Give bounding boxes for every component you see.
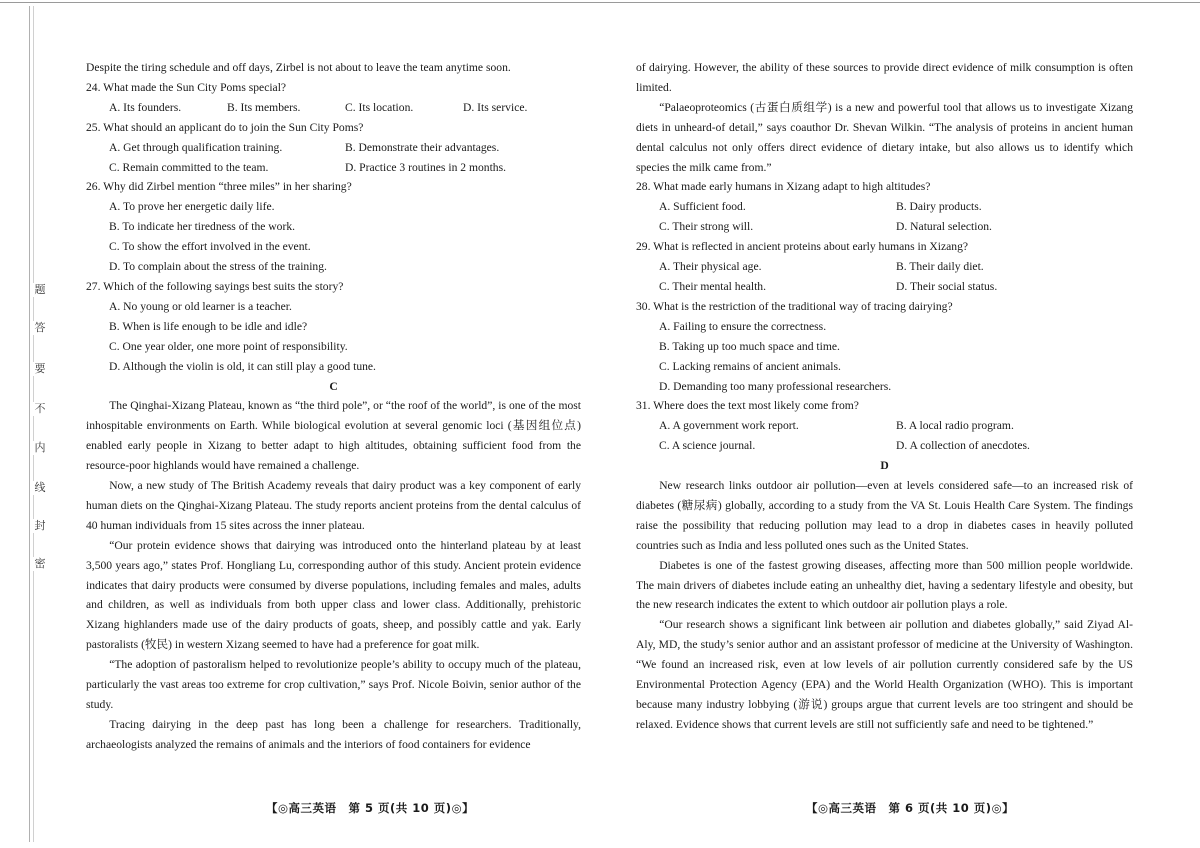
paragraph: “The adoption of pastoralism helped to revolutionize people’s ability to occupy much of the plateau, particularly the vast areas too extreme for crop cultivation,” says Prof. Nicole Boivin, senior author of the study. [86, 658, 581, 711]
answer-option: D. Although the violin is old, it can still play a good tune. [109, 359, 376, 373]
answer-option: C. To show the effort involved in the event. [109, 240, 311, 254]
section-heading: D [880, 459, 889, 473]
question-stem: 27. Which of the following sayings best suits the story? [86, 279, 344, 293]
answer-option: B. When is life enough to be idle and idle? [109, 319, 308, 333]
answer-option: C. One year older, one more point of responsibility. [109, 339, 348, 353]
answer-options [86, 138, 581, 178]
section-heading: C [329, 379, 338, 393]
answer-option: D. Demanding too many professional researchers. [659, 379, 892, 393]
answer-options [636, 416, 1133, 456]
paragraph: Tracing dairying in the deep past has long been a challenge for researchers. Traditionally, archaeologists analyzed the remains of animals and the interiors of food containers for evidence [86, 717, 581, 751]
answer-option: A. A government work report. [659, 419, 799, 433]
question-stem: 25. What should an applicant do to join the Sun City Poms? [86, 120, 364, 134]
answer-option: B. Their daily diet. [896, 260, 984, 274]
answer-option: A. To prove her energetic daily life. [109, 200, 275, 214]
answer-option: C. A science journal. [659, 439, 756, 453]
answer-options [86, 98, 581, 118]
answer-option: D. A collection of anecdotes. [896, 439, 1030, 453]
paragraph: Diabetes is one of the fastest growing diseases, affecting more than 500 million people worldwide. The main drivers of diabetes include eating an unhealthy diet, having a sedentary lifestyle and obesity, but the new research indicates the extent to which outdoor air pollution plays a role. [636, 558, 1133, 612]
seal-char: 内 [34, 441, 46, 454]
binding-margin [0, 0, 48, 848]
paragraph: Despite the tiring schedule and off days, Zirbel is not about to leave the team anytime soon. [86, 61, 511, 74]
seal-char: 题 [34, 283, 46, 296]
answer-option: B. A local radio program. [896, 419, 1014, 433]
paragraph: “Our research shows a significant link between air pollution and diabetes globally,” said Ziyad Al-Aly, MD, the study’s senior author and an assistant professor of medicine at the University of Washington. “We found an increased risk, even at low levels of air pollution currently considered safe by the US Environmental Protection Agency (EPA) and the World Health Organization (WHO). This is important because many industry lobbying (游说) groups argue that current levels are too stringent and should be relaxed. Evidence shows that current levels are still not sufficiently safe and need to be tightened.” [636, 618, 1133, 731]
answer-option: D. To complain about the stress of the training. [109, 260, 327, 274]
answer-option: D. Its service. [463, 100, 528, 114]
paragraph: “Palaeoproteomics (古蛋白质组学) is a new and powerful tool that allows us to investigate Xizang diets in unheard-of detail,” says coauthor Dr. Shevan Wilkin. “The analysis of proteins in ancient human dental calculus not only offers direct evidence of dietary intake, but also allows us to identify which species the milk came from.” [636, 100, 1133, 174]
answer-option: A. Its founders. [109, 100, 182, 114]
answer-option: A. Get through qualification training. [109, 140, 283, 154]
left-column [86, 58, 581, 755]
answer-option: C. Its location. [345, 100, 414, 114]
answer-option: C. Their mental health. [659, 279, 766, 293]
paragraph: Now, a new study of The British Academy reveals that dairy product was a key component of early human diets on the Qinghai-Xizang Plateau. The study reports ancient proteins from the dental calculus of 40 human individuals from 15 sites across the inner plateau. [86, 479, 581, 532]
answer-options [636, 257, 1133, 297]
seal-char: 答 [34, 321, 46, 334]
answer-options [636, 317, 1133, 397]
answer-option: C. Lacking remains of ancient animals. [659, 359, 841, 373]
seal-char: 不 [34, 402, 46, 415]
answer-option: D. Practice 3 routines in 2 months. [345, 160, 506, 174]
question-stem: 26. Why did Zirbel mention “three miles” in her sharing? [86, 180, 352, 194]
answer-option: A. No young or old learner is a teacher. [109, 299, 292, 313]
binding-line-inner [33, 6, 34, 842]
answer-option: B. Dairy products. [896, 200, 982, 214]
answer-option: B. Taking up too much space and time. [659, 339, 840, 353]
paragraph: “Our protein evidence shows that dairying was introduced onto the hinterland plateau by at least 3,500 years ago,” states Prof. Hongliang Lu, corresponding author of this study. Ancient protein evidence indicates that dairy products were consumed by diverse populations, including females and males, adults and children, as well as individuals from both upper class and lower class. Additionally, prehistoric Xizang highlanders made use of the dairy products of goats, sheep, and possibly cattle and yak. Early pastoralists (牧民) in western Xizang seemed to have had a preference for goat milk. [86, 538, 581, 652]
paragraph: of dairying. However, the ability of these sources to provide direct evidence of milk consumption is often limited. [636, 61, 1133, 94]
question-stem: 30. What is the restriction of the traditional way of tracing dairying? [636, 299, 953, 313]
paragraph: The Qinghai-Xizang Plateau, known as “the third pole”, or “the roof of the world”, is one of the most inhospitable environments on Earth. While biological evolution at several genomic loci (基因组位点) enabled early people in Xizang to better adapt to high altitudes, obtaining sufficient food from the resource-poor highlands would have remained a challenge. [86, 399, 581, 473]
paragraph: New research links outdoor air pollution—even at levels considered safe—to an increased risk of diabetes (糖尿病) globally, according to a study from the VA St. Louis Health Care System. The findings raise the possibility that reducing pollution may lead to a drop in diabetes cases in heavily polluted countries such as India and less polluted ones such as the United States. [636, 479, 1133, 552]
top-rule [0, 2, 1200, 3]
answer-options [86, 297, 581, 377]
page-footer-left: 【◎高三英语 第 5 页(共 10 页)◎】 [266, 801, 475, 815]
question-stem: 31. Where does the text most likely come from? [636, 399, 859, 413]
answer-options [86, 197, 581, 277]
binding-line [29, 6, 30, 842]
answer-option: A. Sufficient food. [659, 200, 746, 214]
answer-option: D. Their social status. [896, 279, 998, 293]
page-footer-right: 【◎高三英语 第 6 页(共 10 页)◎】 [806, 801, 1015, 815]
answer-option: B. To indicate her tiredness of the work. [109, 220, 296, 234]
seal-char: 封 [34, 519, 46, 532]
seal-char: 密 [34, 557, 46, 570]
question-stem: 28. What made early humans in Xizang adapt to high altitudes? [636, 180, 931, 194]
answer-option: B. Its members. [227, 100, 301, 114]
right-column [636, 58, 1133, 735]
answer-option: D. Natural selection. [896, 220, 992, 234]
answer-options [636, 197, 1133, 237]
answer-option: B. Demonstrate their advantages. [345, 140, 500, 154]
question-stem: 29. What is reflected in ancient proteins about early humans in Xizang? [636, 240, 969, 254]
answer-option: A. Failing to ensure the correctness. [659, 319, 827, 333]
seal-char: 要 [34, 362, 46, 375]
answer-option: A. Their physical age. [659, 260, 762, 274]
answer-option: C. Remain committed to the team. [109, 160, 269, 174]
seal-char: 线 [34, 481, 46, 494]
answer-option: C. Their strong will. [659, 220, 754, 234]
question-stem: 24. What made the Sun City Poms special? [86, 80, 287, 94]
